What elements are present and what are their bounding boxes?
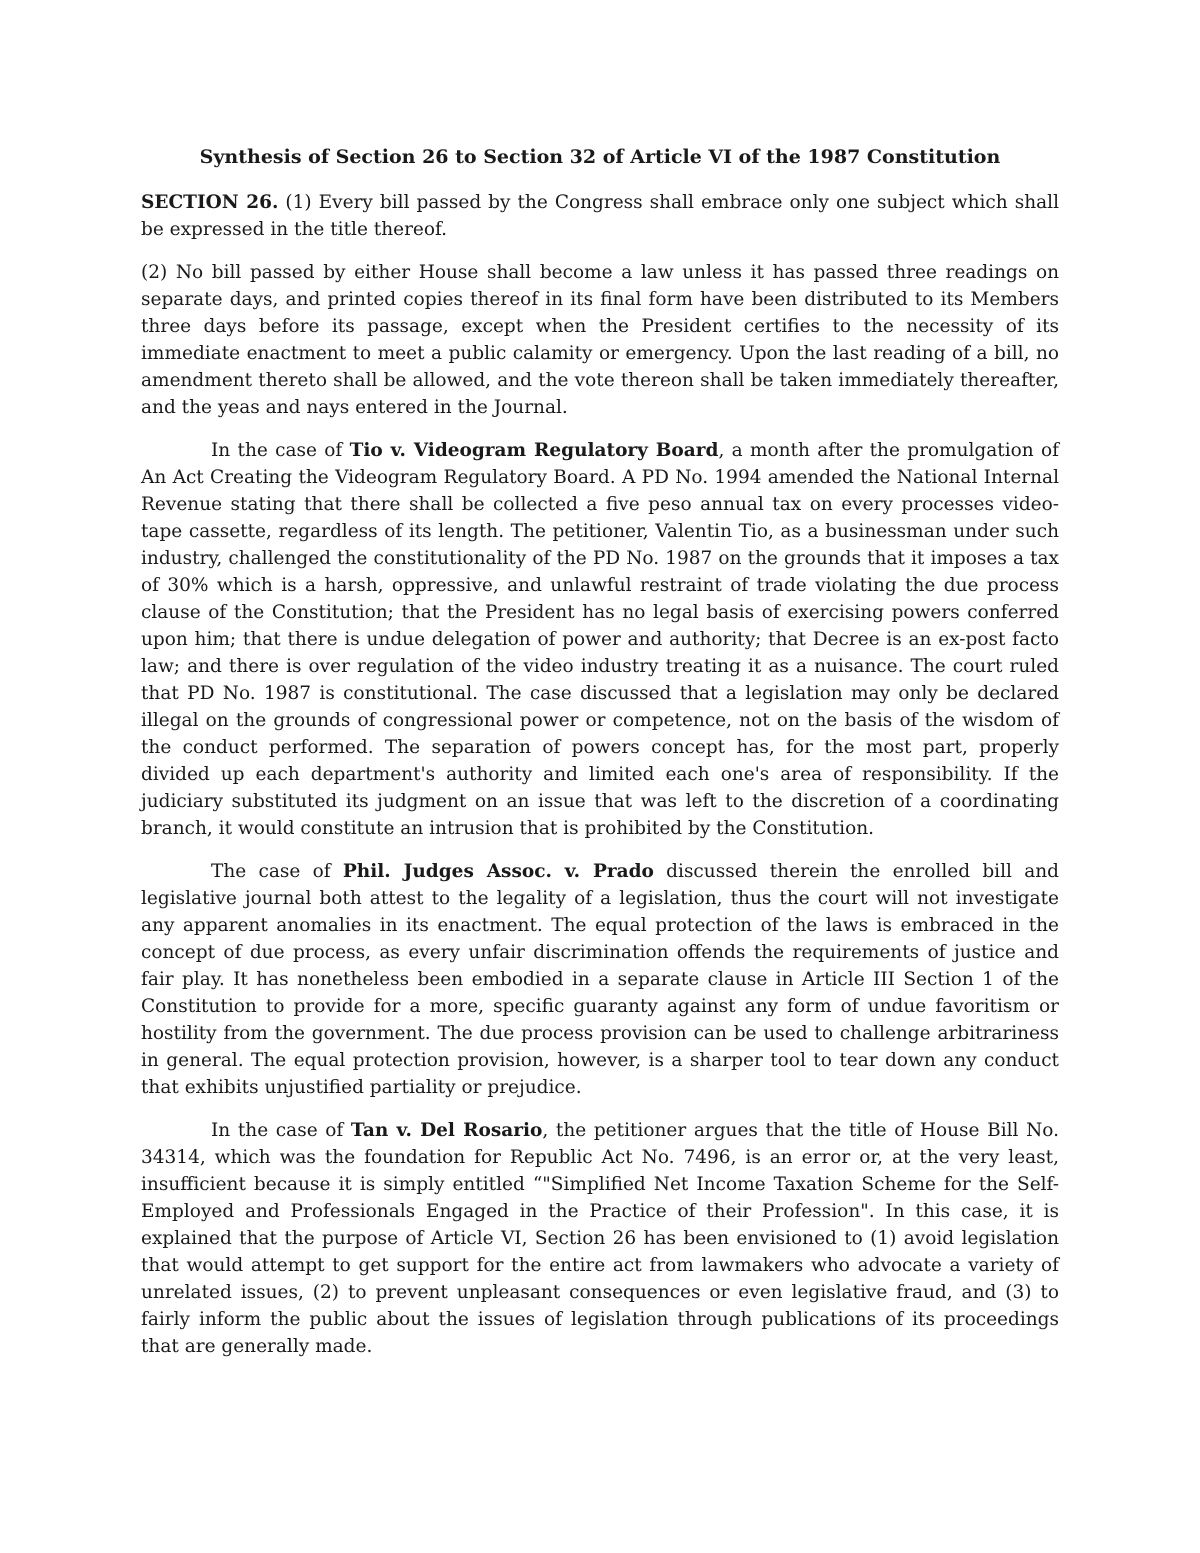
paragraph-intro: In the case of bbox=[211, 1120, 351, 1141]
paragraph-body: discussed therein the enrolled bill and legislative journal both attest to the legality of a legislation, thus the court will not investigate any apparent anomalies in its enactment. The equal protection of the laws is embraced in the concept of due process, as every unfair discrimination offends the requirements of justice and fair play. It has nonetheless been embodied in a separate clause in Article III Section 1 of the Constitution to provide for a more, specific guaranty against any form of undue favoritism or hostility from the government. The due process provision can be used to challenge arbitrariness in general. The equal protection provision, however, is a sharper tool to tear down any conduct that exhibits unjustified partiality or prejudice. bbox=[141, 861, 1059, 1098]
document-title: Synthesis of Section 26 to Section 32 of Article VI of the 1987 Constitution bbox=[199, 146, 1001, 168]
paragraph-tan-case bbox=[141, 1117, 1059, 1360]
document-body bbox=[141, 140, 1059, 1376]
paragraph-tio-case bbox=[141, 437, 1059, 842]
clause-1-text: (1) Every bill passed by the Congress shall embrace only one subject which shall be expressed in the title thereof. bbox=[141, 192, 1059, 240]
paragraph-body: , the petitioner argues that the title of House Bill No. 34314, which was the foundation for Republic Act No. 7496, is an error or, at the very least, insufficient because it is simply entitled “"Simplified Net Income Taxation Scheme for the Self-Employed and Professionals Engaged in the Practice of their Profession". In this case, it is explained that the purpose of Article VI, Section 26 has been envisioned to (1) avoid legislation that would attempt to get support for the entire act from lawmakers who advocate a variety of unrelated issues, (2) to prevent unpleasant consequences or even legislative fraud, and (3) to fairly inform the public about the issues of legislation through publications of its proceedings that are generally made. bbox=[141, 1120, 1059, 1357]
paragraph-intro: In the case of bbox=[211, 440, 350, 461]
section-label: SECTION 26. bbox=[141, 192, 279, 213]
paragraph-pja-case bbox=[141, 858, 1059, 1101]
section-26-clause-1 bbox=[141, 189, 1059, 243]
section-26-clause-2: (2) No bill passed by either House shall become a law unless it has passed three readings on separate days, and printed copies thereof in its final form have been distributed to its Members three days before its passage, except when the President certifies to the necessity of its immediate enactment to meet a public calamity or emergency. Upon the last reading of a bill, no amendment thereto shall be allowed, and the vote thereon shall be taken immediately thereafter, and the yeas and nays entered in the Journal. bbox=[141, 262, 1059, 418]
paragraph-body: , a month after the promulgation of An Act Creating the Videogram Regulatory Board. A PD No. 1994 amended the National Internal Revenue stating that there shall be collected a five peso annual tax on every processes video-tape cassette, regardless of its length. The petitioner, Valentin Tio, as a businessman under such industry, challenged the constitutionality of the PD No. 1987 on the grounds that it imposes a tax of 30% which is a harsh, oppressive, and unlawful restraint of trade violating the due process clause of the Constitution; that the President has no legal basis of exercising powers conferred upon him; that there is undue delegation of power and authority; that Decree is an ex-post facto law; and there is over regulation of the video industry treating it as a nuisance. The court ruled that PD No. 1987 is constitutional. The case discussed that a legislation may only be declared illegal on the grounds of congressional power or competence, not on the basis of the wisdom of the conduct performed. The separation of powers concept has, for the most part, properly divided up each department's authority and limited each one's area of responsibility. If the judiciary substituted its judgment on an issue that was left to the discretion of a coordinating branch, it would constitute an intrusion that is prohibited by the Constitution. bbox=[141, 440, 1059, 839]
case-name-tan: Tan v. Del Rosario bbox=[350, 1120, 543, 1141]
paragraph-intro: The case of bbox=[211, 861, 343, 882]
case-name-tio: Tio v. Videogram Regulatory Board bbox=[349, 440, 719, 461]
case-name-pja: Phil. Judges Assoc. v. Prado bbox=[342, 861, 654, 882]
